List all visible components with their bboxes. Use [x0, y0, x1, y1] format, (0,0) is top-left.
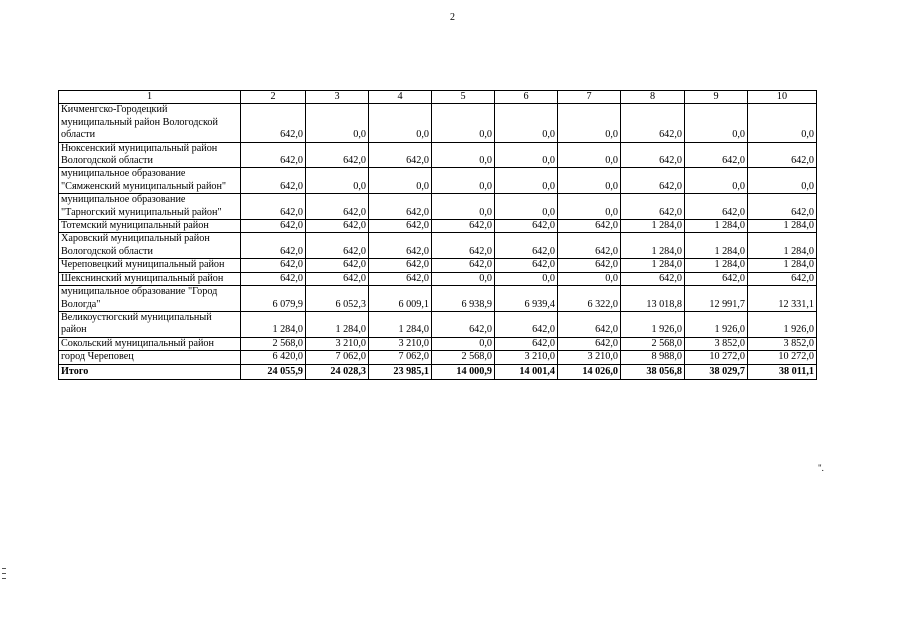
table-cell: 0,0 [306, 104, 369, 142]
table-cell: 0,0 [495, 272, 558, 285]
table-cell: 642,0 [495, 233, 558, 259]
table-cell: 642,0 [495, 259, 558, 272]
row-label: Сокольский муниципальный район [59, 337, 241, 350]
table-row [59, 168, 817, 194]
table-cell: 0,0 [432, 272, 495, 285]
table-cell: 0,0 [685, 168, 748, 194]
column-header: 8 [621, 91, 685, 104]
column-header: 4 [369, 91, 432, 104]
table-row [59, 194, 817, 220]
table-cell: 642,0 [621, 272, 685, 285]
total-row [59, 364, 817, 379]
table-cell: 642,0 [558, 311, 621, 337]
table-cell: 642,0 [369, 272, 432, 285]
table-cell: 0,0 [495, 168, 558, 194]
row-label: Харовский муниципальный район Вологодской области [59, 233, 241, 259]
table-cell: 642,0 [241, 272, 306, 285]
table-cell: 642,0 [306, 194, 369, 220]
table-cell: 6 938,9 [432, 286, 495, 312]
table-cell: 0,0 [558, 142, 621, 168]
table-cell: 642,0 [369, 194, 432, 220]
table-cell: 1 284,0 [748, 259, 817, 272]
table-cell: 642,0 [495, 311, 558, 337]
closing-quote: ". [818, 463, 824, 473]
table-cell: 1 284,0 [748, 220, 817, 233]
table-cell: 642,0 [306, 259, 369, 272]
table-cell: 0,0 [432, 194, 495, 220]
table-cell: 1 284,0 [241, 311, 306, 337]
table-cell: 642,0 [241, 194, 306, 220]
table-row [59, 311, 817, 337]
table-cell: 0,0 [369, 168, 432, 194]
column-header: 7 [558, 91, 621, 104]
column-header: 2 [241, 91, 306, 104]
total-cell: 14 001,4 [495, 364, 558, 379]
column-header: 5 [432, 91, 495, 104]
table-cell: 7 062,0 [369, 351, 432, 364]
table-cell: 642,0 [748, 272, 817, 285]
table-cell: 0,0 [495, 104, 558, 142]
budget-table [58, 90, 817, 380]
table-cell: 1 284,0 [621, 259, 685, 272]
table-cell: 7 062,0 [306, 351, 369, 364]
table-cell: 0,0 [306, 168, 369, 194]
table-cell: 642,0 [621, 168, 685, 194]
table-cell: 0,0 [748, 104, 817, 142]
table-cell: 6 322,0 [558, 286, 621, 312]
column-header: 1 [59, 91, 241, 104]
table-cell: 642,0 [306, 233, 369, 259]
table-cell: 642,0 [432, 233, 495, 259]
table-cell: 6 052,3 [306, 286, 369, 312]
table-cell: 642,0 [621, 194, 685, 220]
row-label: Великоустюгский муниципальный район [59, 311, 241, 337]
table-cell: 10 272,0 [685, 351, 748, 364]
table-row [59, 337, 817, 350]
table-cell: 642,0 [369, 220, 432, 233]
table-cell: 1 284,0 [685, 233, 748, 259]
table-cell: 642,0 [369, 142, 432, 168]
row-label: муниципальное образование "Город Вологда" [59, 286, 241, 312]
table-cell: 0,0 [432, 168, 495, 194]
row-label: Череповецкий муниципальный район [59, 259, 241, 272]
column-header: 10 [748, 91, 817, 104]
column-header: 6 [495, 91, 558, 104]
table-cell: 1 926,0 [685, 311, 748, 337]
row-label: Шекснинский муниципальный район [59, 272, 241, 285]
table-row [59, 259, 817, 272]
total-cell: 24 028,3 [306, 364, 369, 379]
table-cell: 642,0 [558, 233, 621, 259]
table-cell: 642,0 [241, 142, 306, 168]
table-cell: 642,0 [241, 233, 306, 259]
table-cell: 1 284,0 [685, 259, 748, 272]
table-cell: 2 568,0 [241, 337, 306, 350]
table-cell: 6 079,9 [241, 286, 306, 312]
table-cell: 1 284,0 [685, 220, 748, 233]
table-cell: 642,0 [558, 220, 621, 233]
table-cell: 0,0 [558, 194, 621, 220]
table-cell: 642,0 [241, 104, 306, 142]
total-cell: 38 011,1 [748, 364, 817, 379]
table-cell: 1 284,0 [621, 220, 685, 233]
table-cell: 642,0 [432, 220, 495, 233]
table-cell: 642,0 [306, 272, 369, 285]
column-header: 9 [685, 91, 748, 104]
table-cell: 1 284,0 [306, 311, 369, 337]
table-cell: 6 939,4 [495, 286, 558, 312]
table-cell: 0,0 [432, 104, 495, 142]
table-cell: 0,0 [685, 104, 748, 142]
table-cell: 642,0 [685, 194, 748, 220]
table-body [59, 104, 817, 379]
table-cell: 2 568,0 [432, 351, 495, 364]
table-cell: 3 210,0 [369, 337, 432, 350]
table-row [59, 142, 817, 168]
table-cell: 642,0 [685, 272, 748, 285]
table-cell: 3 852,0 [748, 337, 817, 350]
table-cell: 642,0 [369, 259, 432, 272]
table-cell: 2 568,0 [621, 337, 685, 350]
margin-mark [2, 578, 6, 579]
table-cell: 642,0 [495, 220, 558, 233]
total-cell: 38 056,8 [621, 364, 685, 379]
table-cell: 0,0 [558, 104, 621, 142]
table-header-row [59, 91, 817, 104]
row-label: Кичменгско-Городецкий муниципальный район Вологодской области [59, 104, 241, 142]
table-cell: 1 284,0 [748, 233, 817, 259]
row-label: город Череповец [59, 351, 241, 364]
column-header: 3 [306, 91, 369, 104]
total-cell: 14 000,9 [432, 364, 495, 379]
margin-mark [2, 568, 6, 569]
table-cell: 1 926,0 [748, 311, 817, 337]
table-cell: 0,0 [369, 104, 432, 142]
table-cell: 0,0 [495, 142, 558, 168]
table-cell: 0,0 [495, 194, 558, 220]
table-cell: 642,0 [558, 337, 621, 350]
total-cell: 14 026,0 [558, 364, 621, 379]
table-cell: 0,0 [432, 337, 495, 350]
table-cell: 642,0 [621, 142, 685, 168]
row-label: Нюксенский муниципальный район Вологодской области [59, 142, 241, 168]
table-cell: 642,0 [621, 104, 685, 142]
table-cell: 642,0 [432, 311, 495, 337]
table-cell: 642,0 [748, 194, 817, 220]
table-cell: 1 926,0 [621, 311, 685, 337]
table-cell: 6 420,0 [241, 351, 306, 364]
table-cell: 0,0 [432, 142, 495, 168]
table-cell: 642,0 [241, 168, 306, 194]
table-cell: 642,0 [241, 220, 306, 233]
table-cell: 3 210,0 [495, 351, 558, 364]
table-row [59, 233, 817, 259]
page-number: 2 [450, 12, 455, 23]
table-cell: 1 284,0 [621, 233, 685, 259]
table-cell: 1 284,0 [369, 311, 432, 337]
total-cell: 24 055,9 [241, 364, 306, 379]
table-cell: 642,0 [495, 337, 558, 350]
table-cell: 13 018,8 [621, 286, 685, 312]
table-cell: 642,0 [306, 220, 369, 233]
table-cell: 642,0 [432, 259, 495, 272]
margin-mark [2, 573, 6, 574]
table-cell: 642,0 [685, 142, 748, 168]
table-cell: 6 009,1 [369, 286, 432, 312]
table-cell: 642,0 [306, 142, 369, 168]
table-cell: 0,0 [748, 168, 817, 194]
row-label: Тотемский муниципальный район [59, 220, 241, 233]
row-label: муниципальное образование "Сямженский муниципальный район" [59, 168, 241, 194]
table-cell: 642,0 [748, 142, 817, 168]
table-cell: 642,0 [558, 259, 621, 272]
table-cell: 0,0 [558, 272, 621, 285]
table-row [59, 286, 817, 312]
table-row [59, 104, 817, 142]
table-cell: 3 210,0 [558, 351, 621, 364]
total-cell: 23 985,1 [369, 364, 432, 379]
table-cell: 10 272,0 [748, 351, 817, 364]
table-row [59, 351, 817, 364]
table-cell: 3 852,0 [685, 337, 748, 350]
row-label: муниципальное образование "Тарногский муниципальный район" [59, 194, 241, 220]
table-cell: 642,0 [369, 233, 432, 259]
table-cell: 3 210,0 [306, 337, 369, 350]
total-label: Итого [59, 364, 241, 379]
table-cell: 642,0 [241, 259, 306, 272]
table-row [59, 220, 817, 233]
table-row [59, 272, 817, 285]
table-cell: 12 331,1 [748, 286, 817, 312]
table-cell: 0,0 [558, 168, 621, 194]
total-cell: 38 029,7 [685, 364, 748, 379]
table-cell: 12 991,7 [685, 286, 748, 312]
table-cell: 8 988,0 [621, 351, 685, 364]
